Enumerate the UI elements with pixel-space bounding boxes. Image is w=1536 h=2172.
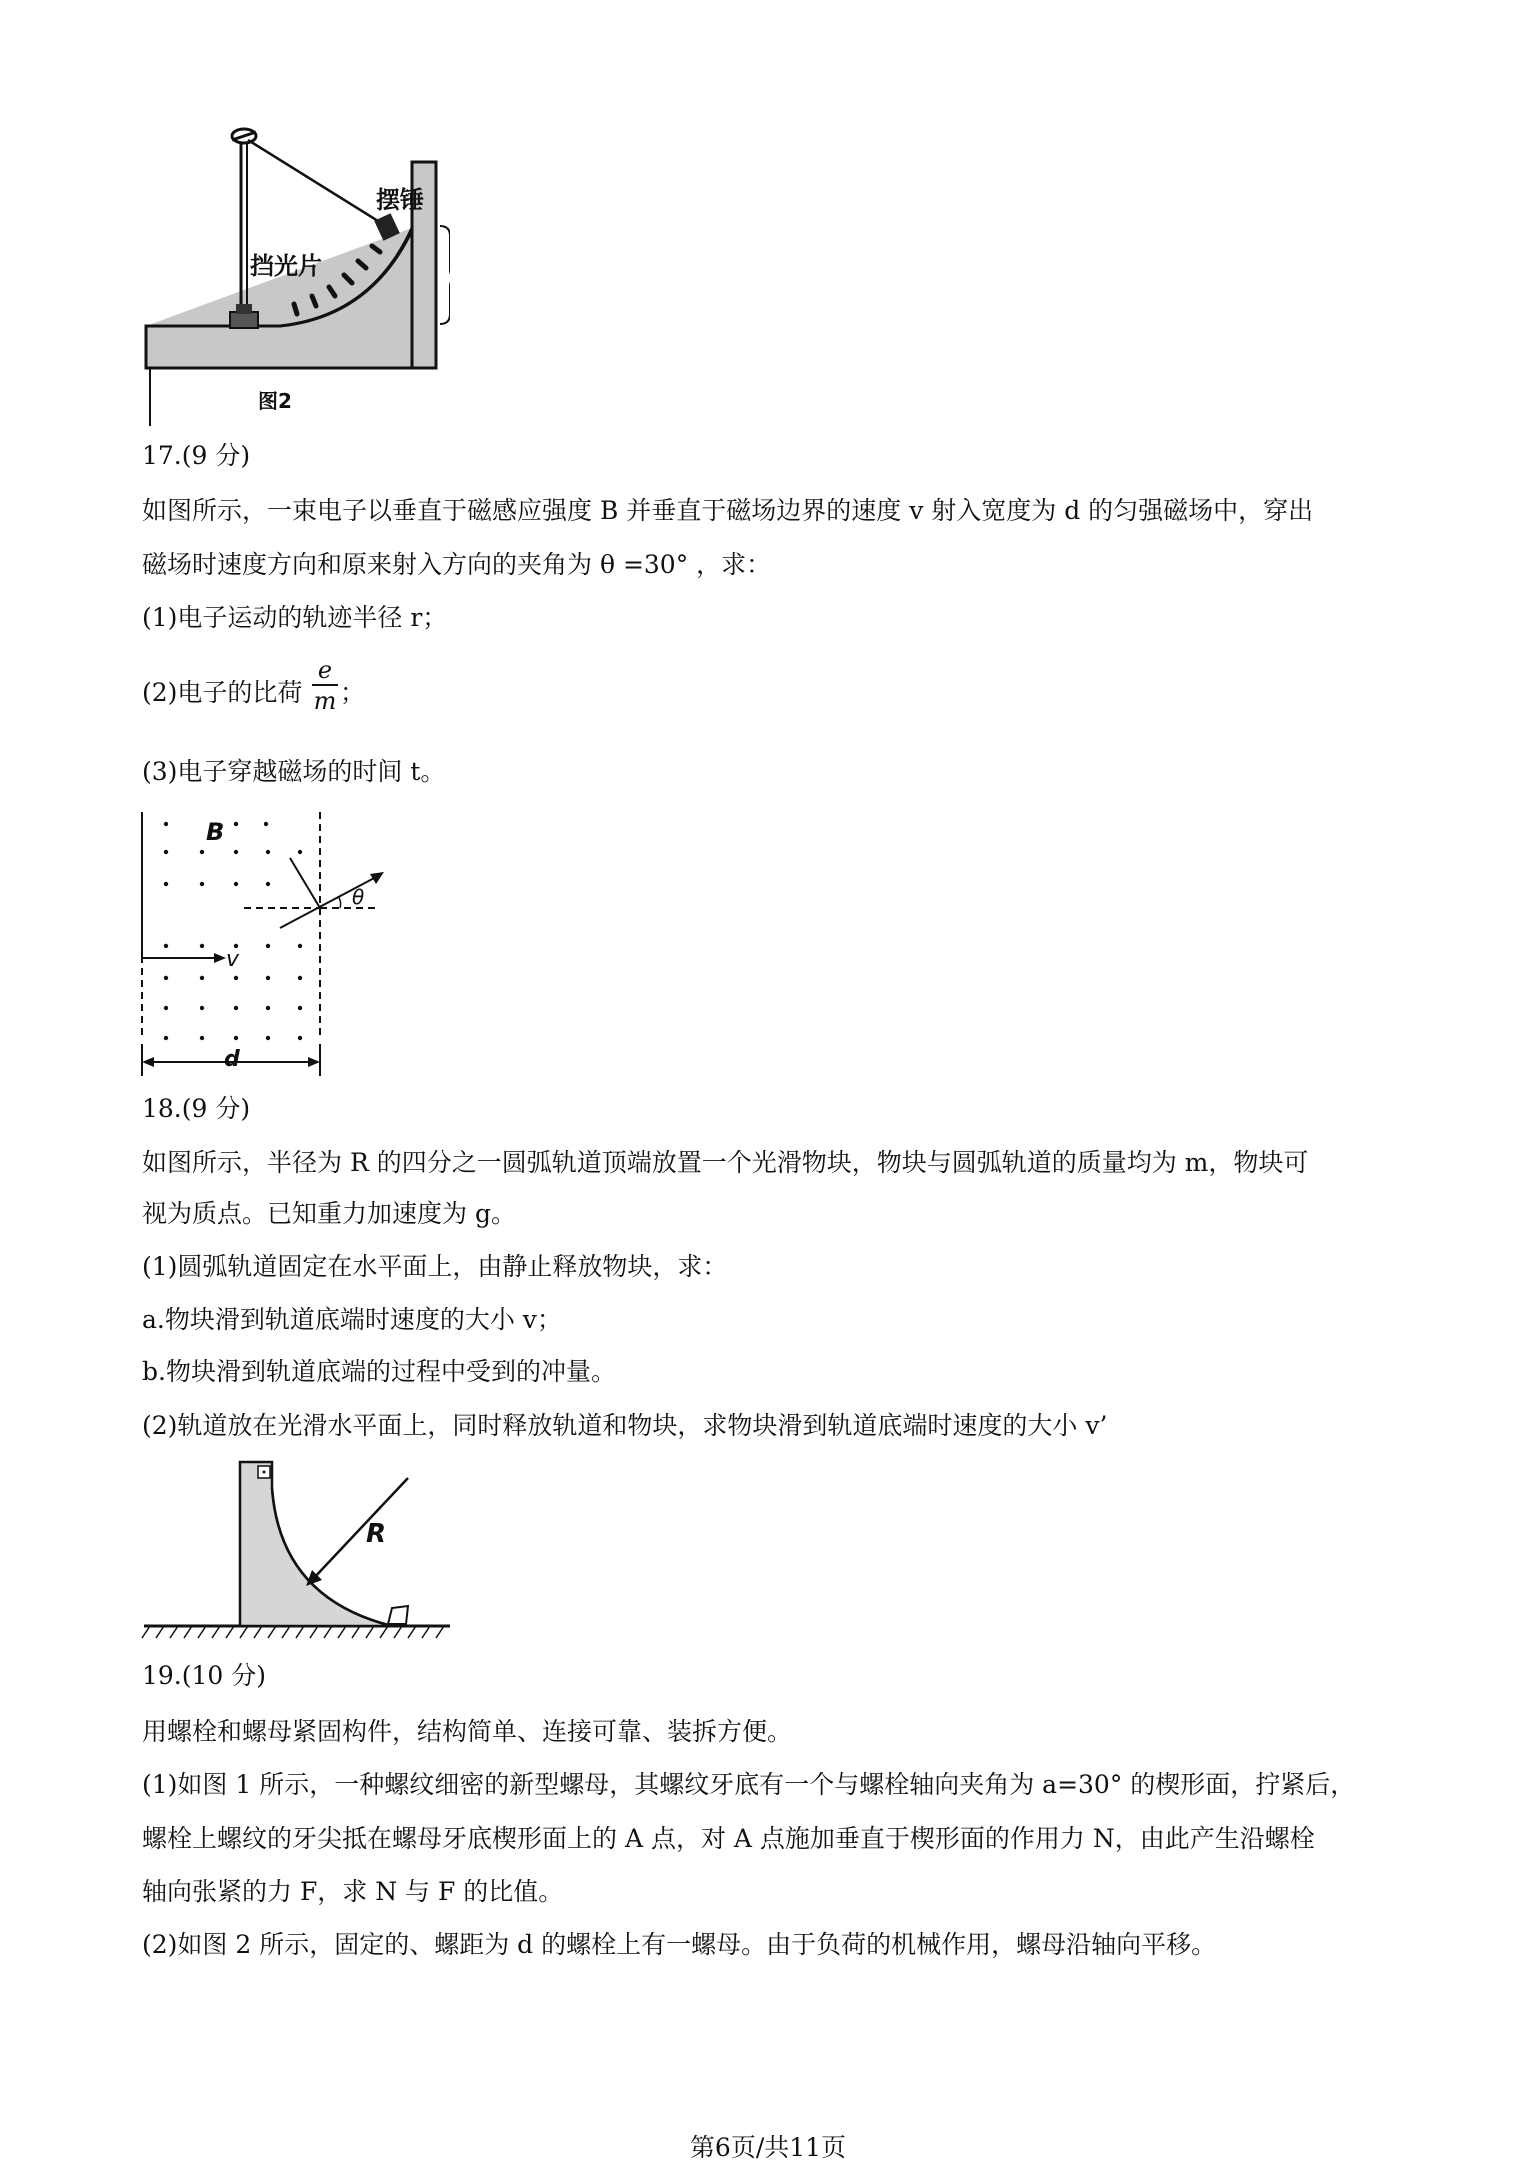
q18-stem-line2: 视为质点。已知重力加速度为 g。: [142, 1199, 516, 1228]
q19-part2: (2)如图 2 所示，固定的、螺距为 d 的螺栓上有一螺母。由于负荷的机械作用，螺母沿轴向平移。: [142, 1930, 1217, 1959]
q19-part1-line2: 螺栓上螺纹的牙尖抵在螺母牙底楔形面上的 A 点，对 A 点施加垂直于楔形面的作用力 N，由此产生沿螺栓: [142, 1824, 1315, 1853]
label-theta: θ: [352, 885, 365, 909]
fraction-denominator: m: [313, 687, 337, 715]
q17-part1: (1)电子运动的轨迹半径 r；: [142, 603, 448, 632]
q19-part1-line1: (1)如图 1 所示，一种螺纹细密的新型螺母，其螺纹牙底有一个与螺栓轴向夹角为 a=30° 的楔形面，拧紧后，: [142, 1770, 1356, 1799]
q18-part1a: a.物块滑到轨道底端时速度的大小 v；: [142, 1305, 562, 1334]
label-shutter: 挡光片: [250, 252, 322, 280]
q19-part1-line3: 轴向张紧的力 F，求 N 与 F 的比值。: [142, 1877, 564, 1906]
q19-stem: 用螺栓和螺母紧固构件，结构简单、连接可靠、装拆方便。: [142, 1717, 793, 1746]
q18-part2: (2)轨道放在光滑水平面上，同时释放轨道和物块，求物块滑到轨道底端时速度的大小 v’: [142, 1411, 1108, 1440]
figure-caption: 图2: [258, 389, 292, 413]
label-v: v: [226, 947, 240, 972]
q17-stem-line2: 磁场时速度方向和原来射入方向的夹角为 θ =30° ，求：: [142, 550, 772, 579]
page-number-footer: 第6页/共11页: [689, 2133, 847, 2162]
q18-stem-line1: 如图所示，半径为 R 的四分之一圆弧轨道顶端放置一个光滑物块，物块与圆弧轨道的质量均为 m，物块可: [142, 1148, 1309, 1177]
quarter-arc-track-figure: [140, 1458, 460, 1648]
label-d: d: [224, 1047, 240, 1072]
q18-part1b: b.物块滑到轨道底端的过程中受到的冲量。: [142, 1357, 616, 1386]
label-hammer: 摆锤: [376, 186, 424, 214]
fraction-numerator: e: [317, 656, 333, 684]
q18-part1: (1)圆弧轨道固定在水平面上，由静止释放物块，求：: [142, 1252, 728, 1281]
magnetic-field-figure: [134, 808, 414, 1078]
q17-ratio-fraction: [312, 656, 338, 716]
label-B: B: [206, 818, 225, 846]
label-R: R: [366, 1519, 387, 1549]
q17-part2-prefix: (2)电子的比荷: [142, 678, 303, 707]
q17-part2-suffix: ；: [340, 678, 366, 707]
pendulum-apparatus-figure: [140, 118, 450, 428]
q17-part3: (3)电子穿越磁场的时间 t。: [142, 757, 446, 786]
q17-heading: 17.(9 分): [142, 441, 251, 470]
q18-heading: 18.(9 分): [142, 1094, 251, 1123]
q19-heading: 19.(10 分): [142, 1661, 267, 1690]
q17-stem-line1: 如图所示，一束电子以垂直于磁感应强度 B 并垂直于磁场边界的速度 v 射入宽度为 d 的匀强磁场中，穿出: [142, 496, 1314, 525]
